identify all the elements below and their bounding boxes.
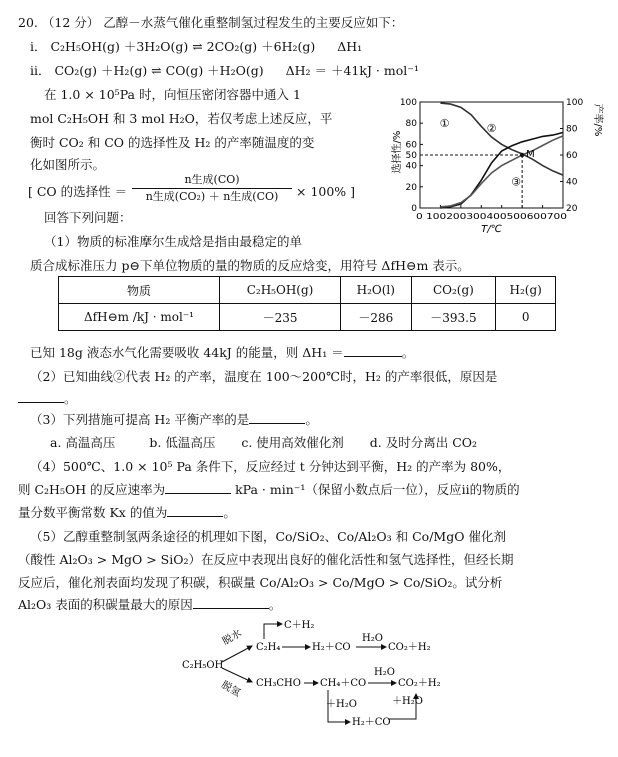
part1-line-3: 已知 18g 液态水气化需要吸收 44kJ 的能量，则 ΔH₁ ＝ 。 <box>30 345 415 360</box>
series-1-line <box>440 103 563 175</box>
table-header-row <box>59 277 556 304</box>
setup-line-3: 衡时 CO₂ 和 CO 的选择性及 H₂ 的产率随温度的变 <box>30 135 315 150</box>
mech-arrow-carbon <box>264 624 282 639</box>
table-header: H₂(g) <box>496 277 556 304</box>
answer-blank <box>165 483 231 494</box>
selectivity-right: × 100% ] <box>296 184 356 199</box>
question-header <box>18 14 403 32</box>
answer-blank <box>193 598 269 609</box>
table-cell: －393.5 <box>411 304 496 331</box>
mech-lower-label: 脱氢 <box>219 679 243 700</box>
table-header: C₂H₅OH(g) <box>220 277 341 304</box>
part2-line-1: （2）已知曲线②代表 H₂ 的产率，温度在 100～200℃时，H₂ 的产率很低，原因是 <box>30 369 498 384</box>
part5-line-3: 反应后，催化剂表面均发现了积碳，积碳量 Co/Al₂O₃ > Co/MgO > Co/SiO₂。试分析 <box>18 575 503 590</box>
y-right-tick-label: 100 <box>566 98 584 108</box>
part4-line-3: 量分数平衡常数 Kx 的值为 。 <box>18 505 236 520</box>
part2-line-2: 。 <box>18 390 77 408</box>
mech-upper-mid: H₂＋CO <box>312 642 351 653</box>
mech-ethylene: C₂H₄ <box>256 642 281 653</box>
y-right-tick-label: 60 <box>566 151 578 161</box>
part5-line-2: （酸性 Al₂O₃ > MgO > SiO₂）在反应中表现出良好的催化活性和氢气选择性，但经长期 <box>18 552 514 567</box>
mech-lower-end: CO₂＋H₂ <box>398 678 441 689</box>
option-a: a. 高温高压 <box>50 435 116 450</box>
y-left-tick-label: 40 <box>405 161 417 172</box>
answer-blank <box>249 413 305 424</box>
mech-carbon: C＋H₂ <box>284 620 315 631</box>
y-left-tick-label: 0 <box>411 204 417 214</box>
part4-line-2: 则 C₂H₅OH 的反应速率为 kPa · min⁻¹（保留小数点后一位），反应ⅱ的物质的 <box>18 482 520 497</box>
answer-blank <box>167 506 223 517</box>
mech-start: C₂H₅OH <box>182 660 224 671</box>
question-number: 20. <box>18 15 38 30</box>
table-cell: －286 <box>341 304 411 331</box>
reaction-1-equation: C₂H₅OH(g) ＋3H₂O(g) ⇌ 2CO₂(g) ＋6H₂(g) <box>50 39 316 54</box>
y-left-tick-label: 20 <box>405 182 417 193</box>
setup-line-2: mol C₂H₅OH 和 3 mol H₂O，若仅考虑上述反应，平 <box>30 111 333 126</box>
option-c: c. 使用高效催化剂 <box>241 435 344 450</box>
x-tick-labels: 0 100200300400500600700 <box>416 211 567 221</box>
mech-upper-end: CO₂＋H₂ <box>388 642 431 653</box>
enthalpy-table <box>58 276 556 331</box>
answer-prompt: 回答下列问题： <box>44 210 132 225</box>
y-left-tick-label: 60 <box>405 140 417 151</box>
selectivity-fraction <box>132 172 292 205</box>
y-left-tick-label: 50 <box>405 151 417 161</box>
y-right-tick-label: 80 <box>566 124 578 135</box>
part1-line-2: 质合成标准压力 p⊖下单位物质的量的物质的反应焓变，用符号 ΔfH⊖m 表示。 <box>30 258 470 273</box>
mech-upper-label: 脱水 <box>220 628 244 648</box>
mech-upper-water: H₂O <box>362 633 383 644</box>
part3-options <box>50 434 477 452</box>
selectivity-denominator: n生成(CO₂) ＋ n生成(CO) <box>132 188 292 205</box>
option-b: b. 低温高压 <box>149 435 216 450</box>
part1-line-1: （1）物质的标准摩尔生成焓是指由最稳定的单 <box>44 234 302 249</box>
y-left-tick-label: 80 <box>405 119 417 130</box>
part5-line-4: Al₂O₃ 表面的积碳量最大的原因 。 <box>18 597 282 612</box>
question-points: （12 分） <box>41 15 100 30</box>
reaction-2: ⅱ． CO₂(g) ＋H₂(g) ⇌ CO(g) ＋H₂O(g) ΔH₂ ＝ ＋41kJ · mol⁻¹ <box>30 63 419 78</box>
selectivity-yield-chart <box>388 92 610 242</box>
setup-line-4: 化如图所示。 <box>30 157 106 172</box>
option-d: d. 及时分离出 CO₂ <box>369 435 478 450</box>
mech-plus-h2o-left: ＋H₂O <box>326 699 357 710</box>
y-right-tick-label: 20 <box>566 204 578 214</box>
series-3-line <box>440 136 563 207</box>
reaction-2-dh: ΔH₂ ＝ ＋41kJ · mol⁻¹ <box>285 63 419 78</box>
table-cell: 0 <box>496 304 556 331</box>
selectivity-numerator: n生成(CO) <box>184 173 240 186</box>
mech-plus-h2o-right: ＋H₂O <box>392 696 423 707</box>
answer-blank <box>344 346 402 357</box>
setup-line-1: 在 1.0 × 10⁵Pa 时，向恒压密闭容器中通入 1 <box>44 87 301 102</box>
reaction-2-equation: CO₂(g) ＋H₂(g) ⇌ CO(g) ＋H₂O(g) <box>54 63 264 78</box>
answer-blank <box>18 392 64 403</box>
point-m <box>520 153 524 157</box>
y-left-tick-label: 100 <box>399 98 417 108</box>
mech-arrow-upper <box>222 646 252 662</box>
table-header: H₂O(l) <box>341 277 411 304</box>
selectivity-left: [ CO 的选择性 ＝ <box>28 184 128 199</box>
part4-line-1: （4）500℃、1.0 × 10⁵ Pa 条件下，反应经过 t 分钟达到平衡，H₂ 的产率为 80%， <box>30 459 511 474</box>
table-cell: －235 <box>220 304 341 331</box>
x-axis-label: T/℃ <box>481 224 502 235</box>
reaction-1-dh: ΔH₁ <box>337 39 363 54</box>
table-header: 物质 <box>59 277 220 304</box>
table-row <box>59 304 556 331</box>
mech-bottom-mid: H₂＋CO <box>352 717 391 728</box>
series-1-label: ① <box>439 117 450 131</box>
mech-ch4co: CH₄＋CO <box>320 678 367 689</box>
y-left-axis-label: 选择性/% <box>392 130 403 174</box>
mech-acetaldehyde: CH₃CHO <box>256 678 301 689</box>
series-2-label: ② <box>486 121 497 135</box>
y-right-axis-label: 产率/% <box>592 103 603 137</box>
reaction-1: ⅰ． C₂H₅OH(g) ＋3H₂O(g) ⇌ 2CO₂(g) ＋6H₂(g) ΔH₁ <box>30 39 363 54</box>
question-intro: 乙醇－水蒸气催化重整制氢过程发生的主要反应如下： <box>103 15 404 30</box>
part5-line-1: （5）乙醇重整制氢两条途径的机理如下图，Co/SiO₂、Co/Al₂O₃ 和 Co/MgO 催化剂 <box>30 529 506 544</box>
mechanism-diagram <box>178 612 458 730</box>
table-row-label: ΔfH⊖m /kJ · mol⁻¹ <box>59 304 220 331</box>
y-right-tick-label: 40 <box>566 177 578 188</box>
series-3-label: ③ <box>511 175 521 189</box>
table-header: CO₂(g) <box>411 277 496 304</box>
mech-lower-water: H₂O <box>374 667 395 678</box>
part3-line: （3）下列措施可提高 H₂ 平衡产率的是 。 <box>30 412 318 427</box>
point-m-label: M <box>526 149 535 160</box>
chart-labels <box>390 98 605 235</box>
